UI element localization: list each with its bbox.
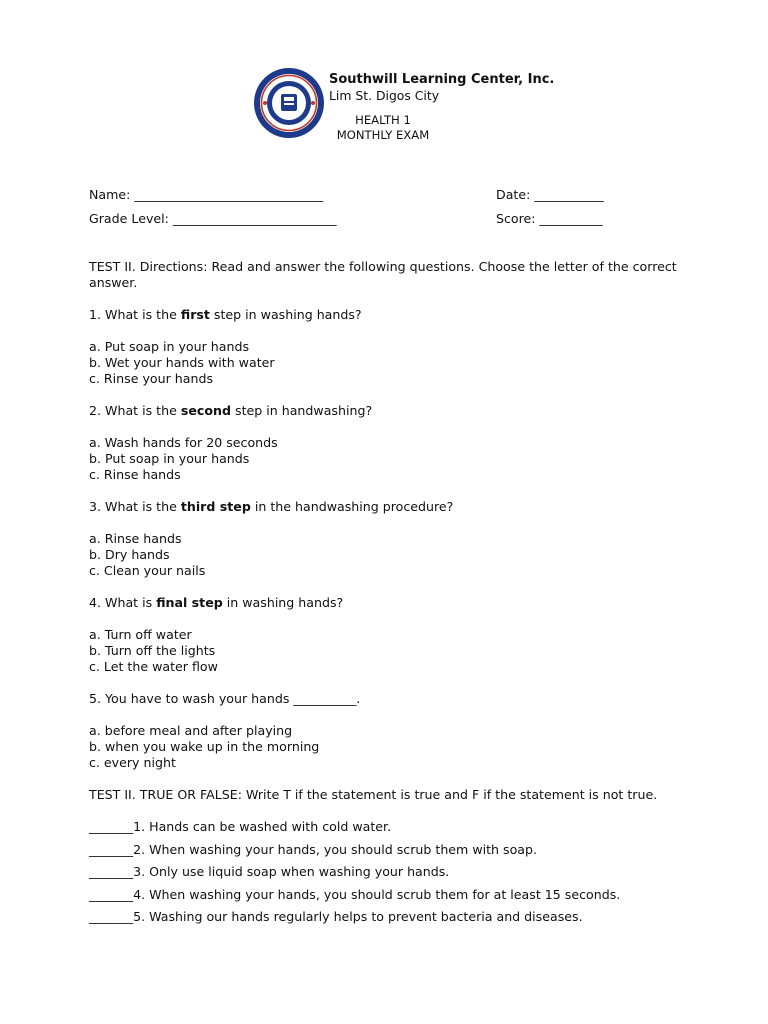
date-field[interactable]: Date: ___________ — [496, 187, 604, 202]
question-text: 3. What is the third step in the handwashing procedure? — [89, 499, 454, 514]
true-false-item[interactable]: _______3. Only use liquid soap when washing your hands. — [89, 864, 450, 879]
test1-directions: TEST II. Directions: Read and answer the following questions. Choose the letter of the correct answer. — [89, 259, 677, 290]
answer-option[interactable]: b. Turn off the lights — [89, 643, 216, 658]
exam-content — [89, 259, 679, 932]
answer-option[interactable]: a. Turn off water — [89, 627, 192, 642]
true-false-item[interactable]: _______1. Hands can be washed with cold water. — [89, 819, 392, 834]
question-block — [89, 307, 679, 387]
answer-option[interactable]: a. Wash hands for 20 seconds — [89, 435, 278, 450]
exam-type: MONTHLY EXAM — [336, 128, 430, 142]
true-false-item[interactable]: _______2. When washing your hands, you should scrub them with soap. — [89, 841, 538, 857]
true-false-list — [89, 819, 679, 932]
grade-level-field[interactable]: Grade Level: __________________________ — [89, 211, 337, 226]
answer-option[interactable]: b. when you wake up in the morning — [89, 739, 320, 754]
answer-option[interactable]: c. Let the water flow — [89, 659, 218, 674]
answer-option[interactable]: a. before meal and after playing — [89, 723, 293, 738]
question-block — [89, 499, 679, 579]
question-text: 4. What is final step in washing hands? — [89, 595, 344, 610]
answer-option[interactable]: a. Rinse hands — [89, 531, 182, 546]
answer-option[interactable]: c. Rinse your hands — [89, 371, 214, 386]
exam-header — [252, 66, 582, 156]
school-name: Southwill Learning Center, Inc. — [329, 72, 555, 87]
exam-title-block — [252, 113, 514, 143]
school-address: Lim St. Digos City — [329, 88, 440, 103]
name-field[interactable]: Name: ______________________________ — [89, 187, 324, 202]
test2-directions: TEST II. TRUE OR FALSE: Write T if the statement is true and F if the statement is not true. — [89, 787, 658, 802]
subject-title: HEALTH 1 — [355, 113, 411, 127]
true-false-item[interactable]: _______5. Washing our hands regularly helps to prevent bacteria and diseases. — [89, 909, 583, 924]
answer-option[interactable]: a. Put soap in your hands — [89, 339, 250, 354]
answer-option[interactable]: b. Wet your hands with water — [89, 355, 275, 370]
answer-option[interactable]: c. every night — [89, 755, 176, 770]
question-block — [89, 403, 679, 483]
answer-option[interactable]: c. Clean your nails — [89, 563, 206, 578]
question-text: 1. What is the first step in washing hands? — [89, 307, 362, 322]
question-text: 5. You have to wash your hands __________. — [89, 691, 361, 706]
answer-option[interactable]: b. Put soap in your hands — [89, 451, 250, 466]
question-text: 2. What is the second step in handwashing? — [89, 403, 373, 418]
answer-option[interactable]: c. Rinse hands — [89, 467, 181, 482]
question-block — [89, 691, 679, 771]
question-block — [89, 595, 679, 675]
true-false-item[interactable]: _______4. When washing your hands, you should scrub them for at least 15 seconds. — [89, 886, 621, 902]
score-field[interactable]: Score: __________ — [496, 211, 603, 226]
answer-option[interactable]: b. Dry hands — [89, 547, 170, 562]
